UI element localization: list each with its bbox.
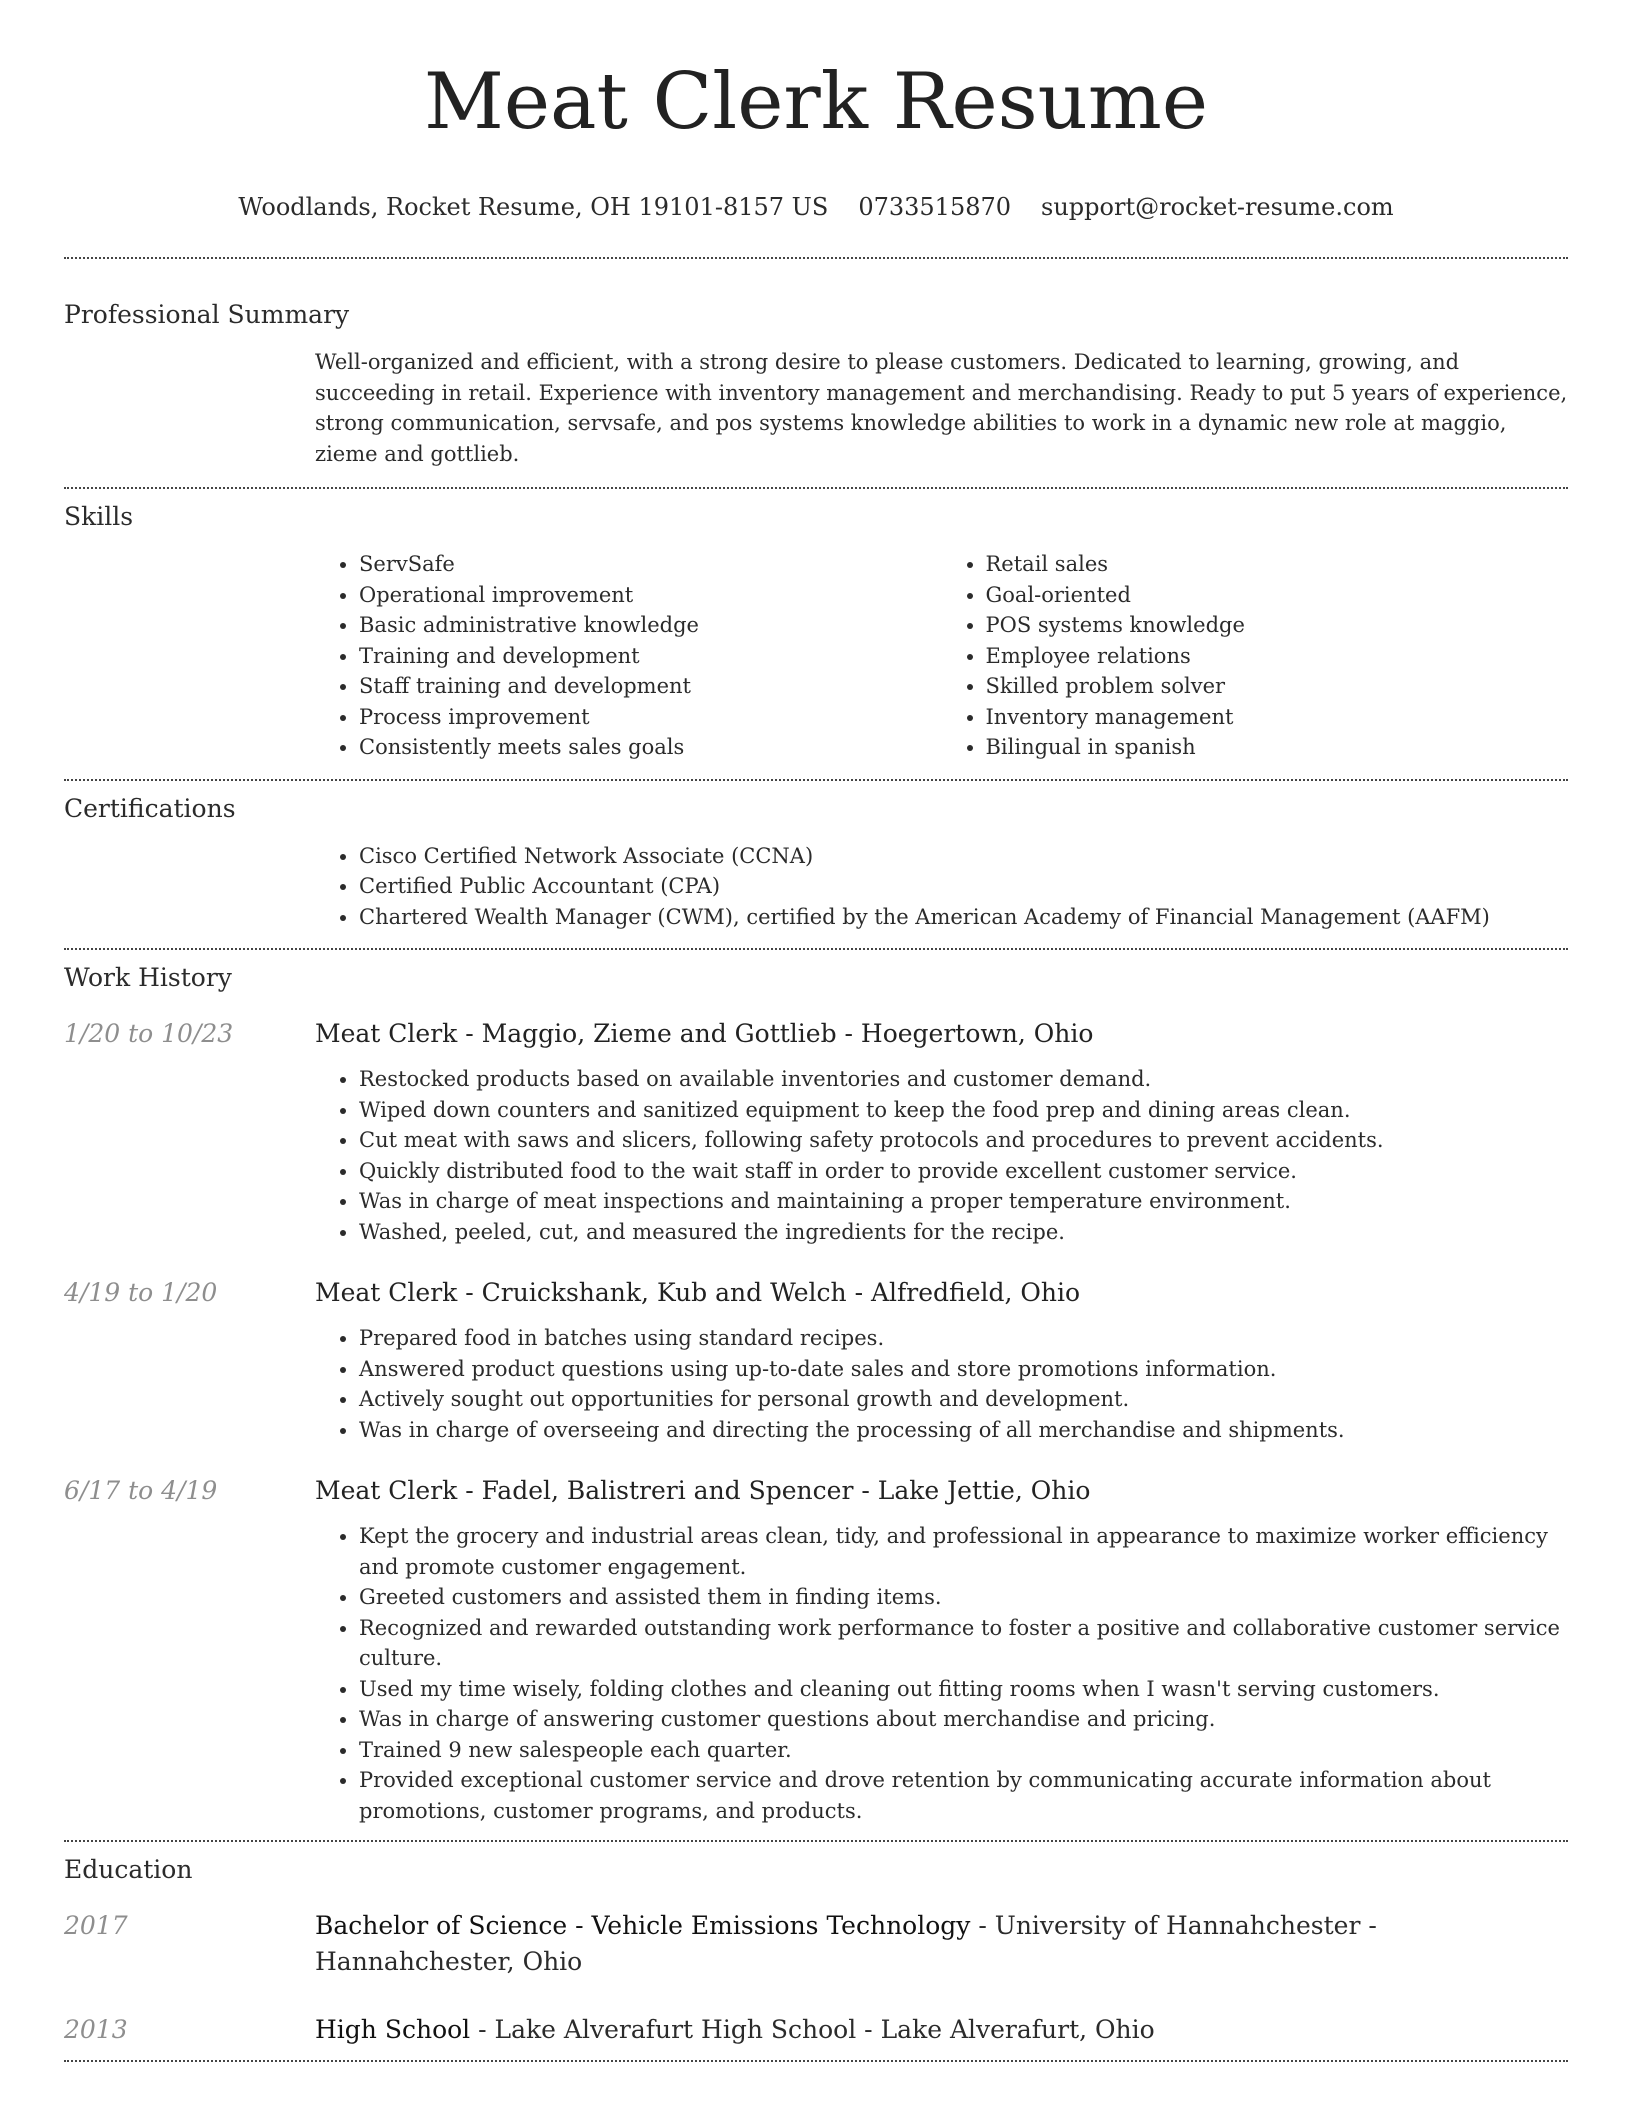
education-school: - University of Hannahchester - Hannahchester, Ohio <box>315 1911 1377 1976</box>
education-entry <box>64 1908 1568 1980</box>
job-date: 6/17 to 4/19 <box>64 1476 218 1505</box>
education-entry <box>64 2012 1568 2048</box>
skills-columns <box>315 549 1568 763</box>
skill-item: • Retail sales <box>986 549 1569 580</box>
job-bullet: • Trained 9 new salespeople each quarter. <box>359 1735 1568 1766</box>
job-bullet: • Was in charge of answering customer questions about merchandise and pricing. <box>359 1704 1568 1735</box>
job-title: Meat Clerk - Maggio, Zieme and Gottlieb - Hoegertown, Ohio <box>315 1019 1094 1048</box>
job-bullet: • Prepared food in batches using standard recipes. <box>359 1323 1568 1354</box>
skills-section <box>64 499 1568 763</box>
skill-item: • Goal-oriented <box>986 580 1569 611</box>
job-bullets <box>315 1064 1568 1247</box>
job-bullet: • Greeted customers and assisted them in finding items. <box>359 1582 1568 1613</box>
job-bullet: • Provided exceptional customer service and drove retention by communicating accurate information about promotions, customer programs, and products. <box>359 1765 1568 1826</box>
work-heading: Work History <box>64 963 232 992</box>
job-bullets <box>315 1323 1568 1445</box>
skill-item: • Basic administrative knowledge <box>359 610 942 641</box>
certifications-heading: Certifications <box>64 793 236 823</box>
job-bullet-list <box>315 1064 1568 1247</box>
divider <box>64 2060 1568 2062</box>
job-bullet: • Answered product questions using up-to-date sales and store promotions information. <box>359 1354 1568 1385</box>
education-school: - Lake Alverafurt High School - Lake Alverafurt, Ohio <box>470 2015 1155 2044</box>
skill-item: • Operational improvement <box>359 580 942 611</box>
certifications-body <box>315 841 1568 933</box>
job-bullet-list <box>315 1521 1568 1826</box>
job-bullet: • Used my time wisely, folding clothes and cleaning out fitting rooms when I wasn't serving customers. <box>359 1674 1568 1705</box>
job-header <box>64 1016 1568 1052</box>
summary-heading: Professional Summary <box>64 300 350 329</box>
certification-item: • Chartered Wealth Manager (CWM), certified by the American Academy of Financial Management (AAFM) <box>359 902 1568 933</box>
divider <box>64 257 1568 259</box>
skill-item: • Training and development <box>359 641 942 672</box>
education-detail <box>315 1908 1568 1980</box>
certification-item: • Certified Public Accountant (CPA) <box>359 871 1568 902</box>
skill-item: • Staff training and development <box>359 671 942 702</box>
skills-list-right <box>942 549 1569 763</box>
skill-item: • POS systems knowledge <box>986 610 1569 641</box>
education-detail <box>315 2012 1155 2048</box>
certification-item: • Cisco Certified Network Associate (CCNA) <box>359 841 1568 872</box>
resume-page <box>64 0 1568 2062</box>
job-bullet: • Was in charge of overseeing and directing the processing of all merchandise and shipments. <box>359 1415 1568 1446</box>
job-header <box>64 1275 1568 1311</box>
skills-heading: Skills <box>64 502 134 531</box>
contact-line <box>64 190 1568 224</box>
divider <box>64 1840 1568 1842</box>
certifications-section <box>64 791 1568 933</box>
skill-item: • Skilled problem solver <box>986 671 1569 702</box>
contact-phone: 0733515870 <box>858 193 1012 221</box>
job-title: Meat Clerk - Cruickshank, Kub and Welch - Alfredfield, Ohio <box>315 1278 1081 1307</box>
skill-item: • Inventory management <box>986 702 1569 733</box>
education-section <box>64 1852 1568 2048</box>
education-degree: High School <box>315 2015 471 2044</box>
skills-list-left <box>315 549 942 763</box>
contact-address: Woodlands, Rocket Resume, OH 19101-8157 US <box>238 193 829 221</box>
job-title: Meat Clerk - Fadel, Balistreri and Spencer - Lake Jettie, Ohio <box>315 1476 1091 1505</box>
job-entry <box>64 1275 1568 1445</box>
job-date: 1/20 to 10/23 <box>64 1019 234 1048</box>
education-year: 2017 <box>64 1911 128 1940</box>
certifications-list <box>315 841 1568 933</box>
job-entry <box>64 1016 1568 1247</box>
job-bullet: • Quickly distributed food to the wait staff in order to provide excellent customer service. <box>359 1156 1568 1187</box>
job-bullet: • Actively sought out opportunities for personal growth and development. <box>359 1384 1568 1415</box>
education-year: 2013 <box>64 2015 128 2044</box>
job-bullet: • Recognized and rewarded outstanding work performance to foster a positive and collaborative customer service culture. <box>359 1613 1568 1674</box>
job-bullet: • Washed, peeled, cut, and measured the ingredients for the recipe. <box>359 1217 1568 1248</box>
divider <box>64 779 1568 781</box>
job-entry <box>64 1473 1568 1826</box>
summary-text: Well-organized and efficient, with a strong desire to please customers. Dedicated to learning, growing, and succeeding in retail. Experience with inventory management and merchandising. Ready to put 5 years of experience, strong communication, servsafe, and pos systems knowledge abilities to work in a dynamic new role at maggio, zieme and gottlieb. <box>315 350 1568 466</box>
job-bullet: • Wiped down counters and sanitized equipment to keep the food prep and dining areas clean. <box>359 1095 1568 1126</box>
skill-item: • Process improvement <box>359 702 942 733</box>
job-bullet-list <box>315 1323 1568 1445</box>
job-date: 4/19 to 1/20 <box>64 1278 218 1307</box>
job-bullet: • Restocked products based on available inventories and customer demand. <box>359 1064 1568 1095</box>
job-bullets <box>315 1521 1568 1826</box>
job-bullet: • Kept the grocery and industrial areas clean, tidy, and professional in appearance to maximize worker efficiency and promote customer engagement. <box>359 1521 1568 1582</box>
job-bullet: • Was in charge of meat inspections and maintaining a proper temperature environment. <box>359 1186 1568 1217</box>
skill-item: • Consistently meets sales goals <box>359 732 942 763</box>
job-bullet: • Cut meat with saws and slicers, following safety protocols and procedures to prevent accidents. <box>359 1125 1568 1156</box>
skill-item: • Employee relations <box>986 641 1569 672</box>
divider <box>64 948 1568 950</box>
education-degree: Bachelor of Science - Vehicle Emissions Technology <box>315 1911 971 1940</box>
skill-item: • ServSafe <box>359 549 942 580</box>
summary-section <box>64 297 1568 469</box>
page-title: Meat Clerk Resume <box>423 57 1209 147</box>
education-heading: Education <box>64 1855 193 1884</box>
work-section <box>64 960 1568 1826</box>
job-header <box>64 1473 1568 1509</box>
skill-item: • Bilingual in spanish <box>986 732 1569 763</box>
divider <box>64 487 1568 489</box>
contact-email: support@rocket-resume.com <box>1041 193 1394 221</box>
